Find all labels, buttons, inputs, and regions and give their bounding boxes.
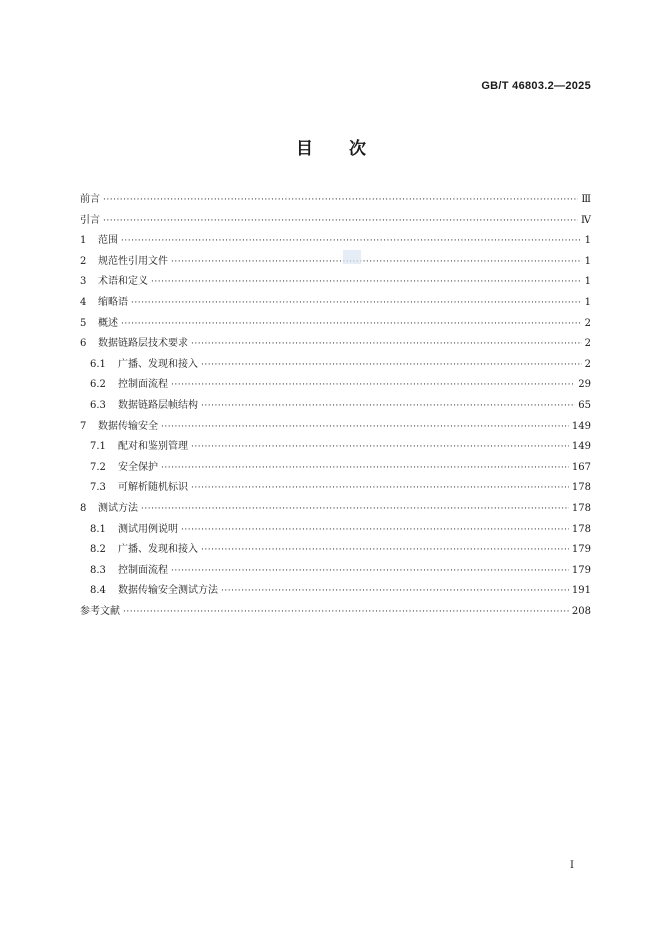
toc-entry-page: 178 [571, 523, 591, 535]
toc-entry-page: 149 [571, 441, 591, 453]
toc-dot-leader [103, 211, 578, 231]
toc-dot-leader [201, 540, 569, 560]
toc-dot-leader [201, 396, 575, 416]
toc-dot-leader [191, 437, 569, 457]
toc-entry-title: 范围 [98, 235, 118, 247]
toc-entry-number: 7.3 [90, 482, 106, 494]
toc-entry-page: 191 [571, 585, 591, 597]
toc-entry[interactable] [80, 540, 591, 561]
toc-entry-number: 6 [80, 338, 87, 350]
toc-entry-number: 8.1 [90, 523, 106, 535]
toc-entry-title: 数据链路层技术要求 [98, 338, 188, 350]
toc-entry-title: 术语和定义 [98, 276, 148, 288]
toc-entry[interactable] [80, 581, 591, 602]
toc-entry[interactable] [80, 252, 591, 273]
toc-entry-page: 2 [584, 338, 591, 350]
toc-entry-title: 测试用例说明 [118, 523, 178, 535]
toc-entry[interactable] [80, 561, 591, 582]
toc-dot-leader [161, 458, 569, 478]
toc-entry-title: 缩略语 [98, 296, 128, 308]
toc-entry[interactable] [80, 478, 591, 499]
toc-entry-page: 1 [584, 296, 591, 308]
toc-dot-leader [191, 334, 582, 354]
toc-entry-page: 208 [571, 605, 591, 617]
toc-entry-number: 8.3 [90, 564, 106, 576]
toc-dot-leader [121, 231, 582, 251]
toc-entry-title: 前言 [80, 194, 100, 205]
toc-dot-leader [191, 478, 569, 498]
toc-entry-number: 8.4 [90, 585, 106, 597]
toc-dot-leader [103, 190, 578, 210]
toc-entry-number: 6.2 [90, 379, 106, 391]
toc-entry-title: 数据链路层帧结构 [118, 399, 198, 411]
toc-entry[interactable] [80, 520, 591, 541]
toc-entry-page: 1 [584, 255, 591, 267]
toc-entry-page: 179 [571, 564, 591, 576]
toc-entry-number: 7.1 [90, 441, 106, 453]
toc-entry[interactable] [80, 334, 591, 355]
toc-entry-title: 引言 [80, 214, 100, 226]
toc-entry[interactable] [80, 211, 591, 232]
toc-entry-title: 概述 [98, 317, 118, 329]
toc-entry[interactable] [80, 190, 591, 211]
toc-entry-title: 安全保护 [118, 461, 158, 473]
toc-entry-title: 控制面流程 [118, 379, 168, 391]
toc-entry-page: 2 [584, 358, 591, 370]
toc-dot-leader [221, 581, 569, 601]
toc-entry-number: 4 [80, 296, 87, 308]
toc-dot-leader [171, 252, 582, 272]
toc-dot-leader [141, 499, 569, 519]
toc-entry[interactable] [80, 231, 591, 252]
toc-entry-title: 数据传输安全 [98, 420, 158, 432]
toc-entry-title: 广播、发现和接入 [118, 358, 198, 370]
toc-entry-page: 167 [571, 461, 591, 473]
toc-entry[interactable] [80, 375, 591, 396]
toc-entry-number: 8.2 [90, 544, 106, 556]
toc-dot-leader [181, 520, 569, 540]
toc-entry-page: Ⅳ [581, 214, 591, 226]
toc-dot-leader [161, 417, 569, 437]
toc-dot-leader [121, 314, 582, 334]
toc-entry-page: 178 [571, 482, 591, 494]
standard-code: GB/T 46803.2—2025 [481, 80, 591, 92]
toc-entry-page: 29 [578, 379, 591, 391]
toc-entry-page: 1 [584, 276, 591, 288]
toc-entry-title: 配对和鉴别管理 [118, 441, 188, 453]
toc-entry[interactable] [80, 314, 591, 335]
toc-entry-page: 149 [571, 420, 591, 432]
toc-entry-title: 广播、发现和接入 [118, 544, 198, 556]
toc-entry[interactable] [80, 458, 591, 479]
toc-entry-title: 测试方法 [98, 502, 138, 514]
toc-entry-page: 1 [584, 235, 591, 247]
toc-entry[interactable] [80, 293, 591, 314]
toc-entry-title: 参考文献 [80, 605, 120, 617]
toc-dot-leader [201, 355, 582, 375]
table-of-contents [80, 190, 591, 622]
toc-entry-number: 8 [80, 502, 87, 514]
toc-dot-leader [131, 293, 582, 313]
toc-entry-number: 7.2 [90, 461, 106, 473]
watermark-stamp [343, 250, 361, 264]
toc-entry[interactable] [80, 499, 591, 520]
toc-dot-leader [151, 272, 582, 292]
toc-entry-number: 1 [80, 235, 87, 247]
toc-entry-page: 65 [578, 399, 591, 411]
toc-entry[interactable] [80, 355, 591, 376]
toc-entry-page: 2 [584, 317, 591, 329]
toc-entry[interactable] [80, 396, 591, 417]
toc-entry[interactable] [80, 602, 591, 623]
toc-dot-leader [123, 602, 569, 622]
toc-dot-leader [171, 375, 575, 395]
toc-entry-page: Ⅲ [581, 194, 591, 205]
toc-entry[interactable] [80, 417, 591, 438]
toc-entry-page: 178 [571, 502, 591, 514]
toc-entry[interactable] [80, 272, 591, 293]
toc-entry-number: 6.3 [90, 399, 106, 411]
page-title: 目次 [296, 139, 402, 159]
toc-entry-number: 2 [80, 255, 87, 267]
toc-entry-page: 179 [571, 544, 591, 556]
toc-entry-title: 控制面流程 [118, 564, 168, 576]
page-number: Ⅰ [570, 860, 574, 871]
toc-entry-title: 数据传输安全测试方法 [118, 585, 218, 597]
toc-dot-leader [171, 561, 569, 581]
toc-entry-title: 可解析随机标识 [118, 482, 188, 494]
toc-entry-number: 6.1 [90, 358, 106, 370]
toc-entry-title: 规范性引用文件 [98, 255, 168, 267]
toc-entry-number: 7 [80, 420, 87, 432]
toc-entry-number: 3 [80, 276, 87, 288]
toc-entry-number: 5 [80, 317, 87, 329]
toc-entry[interactable] [80, 437, 591, 458]
